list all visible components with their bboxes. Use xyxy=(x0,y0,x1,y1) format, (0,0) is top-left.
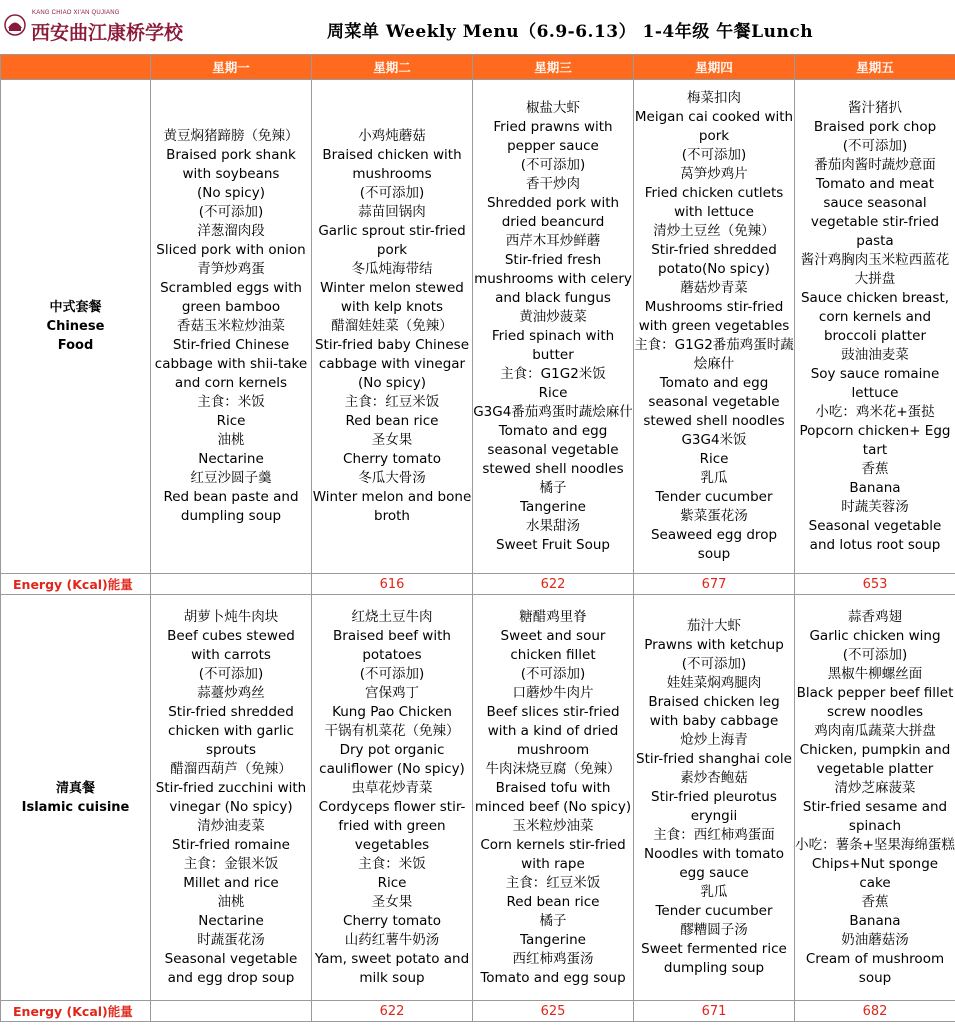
menu-item: (不可添加) xyxy=(681,147,747,163)
menu-item: 干锅有机菜花（免辣） xyxy=(324,722,460,739)
menu-item: Tomato and egg seasonal vegetable stewed shell noodles xyxy=(482,422,624,477)
menu-item: Black pepper beef fillet screw noodles xyxy=(796,684,954,720)
menu-item: 口蘑炒牛肉片 xyxy=(512,684,594,701)
menu-item: 虫草花炒青菜 xyxy=(351,779,433,796)
menu-item: Stir-fried romaine xyxy=(172,836,290,853)
energy-value: 671 xyxy=(634,1001,795,1022)
menu-item: Red bean paste and dumpling soup xyxy=(163,489,299,524)
day-header: 星期五 xyxy=(795,55,955,80)
menu-item: Seaweed egg drop soup xyxy=(650,527,778,562)
menu-item: Tender cucumber xyxy=(655,903,773,919)
menu-item: 玉米粒炒油菜 xyxy=(512,817,594,834)
menu-item: Yam, sweet potato and milk soup xyxy=(314,950,470,986)
menu-item: 红烧土豆牛肉 xyxy=(351,608,433,625)
menu-item: Dry pot organic cauliflower (No spicy) xyxy=(319,741,465,777)
menu-item: Tomato and meat sauce seasonal vegetable stir-fried pasta xyxy=(810,175,940,249)
chinese-menu-row xyxy=(1,80,955,574)
menu-item: 蘑菇炒青菜 xyxy=(680,280,748,296)
menu-item: Garlic chicken wing xyxy=(809,627,941,644)
menu-item: Chicken, pumpkin and vegetable platter xyxy=(799,741,951,777)
menu-item: 椒盐大虾 xyxy=(526,99,580,116)
menu-item: Popcorn chicken+ Egg tart xyxy=(799,422,951,458)
menu-item: Fried chicken cutlets with lettuce xyxy=(644,185,784,220)
menu-item: Tomato and egg soup xyxy=(480,969,626,986)
menu-item: Braised chicken leg with baby cabbage xyxy=(648,694,780,729)
menu-item: Stir-fried Chinese cabbage with shii-take and corn kernels xyxy=(154,337,308,391)
menu-item: Stir-fried shredded chicken with garlic sprouts xyxy=(168,703,294,758)
menu-item: 小吃：薯条+坚果海绵蛋糕 xyxy=(795,836,955,853)
menu-item: 小鸡炖蘑菇 xyxy=(358,128,426,144)
menu-item: 豉油油麦菜 xyxy=(841,346,909,363)
menu-item: 主食：G1G2米饭 xyxy=(500,365,606,382)
menu-item: 茄汁大虾 xyxy=(687,618,741,634)
menu-item: 油桃 xyxy=(217,432,245,448)
menu-item: Braised tofu with minced beef (No spicy) xyxy=(474,779,632,815)
menu-item: Seasonal vegetable and lotus root soup xyxy=(808,517,942,553)
menu-item: 红豆沙圆子羹 xyxy=(190,470,272,486)
menu-item: 主食：红豆米饭 xyxy=(505,874,601,891)
menu-item: 香菇玉米粒炒油菜 xyxy=(177,318,285,334)
menu-item: Tangerine xyxy=(520,931,586,948)
menu-item: 青笋炒鸡蛋 xyxy=(197,261,265,277)
menu-item: 蒜苗回锅肉 xyxy=(358,204,426,220)
menu-cell xyxy=(312,595,473,1001)
menu-item: 乳瓜 xyxy=(700,470,728,486)
menu-item: Seasonal vegetable and egg drop soup xyxy=(164,950,298,986)
menu-item: Sweet Fruit Soup xyxy=(496,536,610,553)
menu-item: Stir-fried sesame and spinach xyxy=(802,798,948,834)
menu-item: Red bean rice xyxy=(506,893,600,910)
energy-value: 682 xyxy=(795,1001,955,1022)
menu-item: 水果甜汤 xyxy=(526,517,580,534)
menu-item: Corn kernels stir-fried with rape xyxy=(480,836,626,872)
menu-item: 清炒油麦菜 xyxy=(197,817,265,834)
menu-item: Beef slices stir-fried with a kind of dried mushroom xyxy=(486,703,620,758)
menu-item: Stir-fried baby Chinese cabbage with vinegar xyxy=(314,337,470,372)
menu-item: Rice xyxy=(699,451,729,467)
menu-item: Sweet and sour chicken fillet xyxy=(500,627,606,663)
day-header: 星期一 xyxy=(151,55,312,80)
menu-item: (不可添加) xyxy=(842,646,908,663)
menu-item: (No spicy) xyxy=(358,375,426,391)
menu-item: Cherry tomato xyxy=(343,912,441,929)
menu-item: Sauce chicken breast, corn kernels and broccoli platter xyxy=(800,289,950,344)
menu-item: 香干炒肉 xyxy=(526,175,580,192)
menu-item: 黑椒牛柳螺丝面 xyxy=(827,665,923,682)
energy-value: 616 xyxy=(312,574,473,595)
energy-value: 677 xyxy=(634,574,795,595)
menu-item: 梅菜扣肉 xyxy=(687,90,741,106)
menu-cell xyxy=(634,80,795,574)
menu-item: 橘子 xyxy=(539,479,567,496)
menu-item: 香蕉 xyxy=(861,893,889,910)
menu-item: Cream of mushroom soup xyxy=(805,950,945,986)
menu-item: Beef cubes stewed with carrots xyxy=(167,627,295,663)
menu-item: Prawns with ketchup xyxy=(644,637,784,653)
menu-item: (不可添加) xyxy=(520,156,586,173)
menu-item: 主食：西红柿鸡蛋面 xyxy=(653,827,775,843)
day-header-row xyxy=(1,55,955,80)
menu-item: Nectarine xyxy=(198,912,264,929)
menu-item: Banana xyxy=(849,912,901,929)
menu-item: (不可添加) xyxy=(359,665,425,682)
menu-item: 冬瓜炖海带结 xyxy=(351,261,433,277)
menu-item: 糖醋鸡里脊 xyxy=(519,608,587,625)
energy-value: 622 xyxy=(312,1001,473,1022)
menu-cell xyxy=(151,595,312,1001)
islamic-menu-row xyxy=(1,595,955,1001)
menu-item: Sweet fermented rice dumpling soup xyxy=(641,941,787,976)
menu-item: Rice xyxy=(216,413,246,429)
menu-cell xyxy=(795,80,955,574)
menu-item: Stir-fried shanghai cole xyxy=(636,751,792,767)
menu-item: Braised chicken with mushrooms xyxy=(322,147,462,182)
menu-item: Rice xyxy=(538,384,568,401)
school-name-cn: 西安曲江康桥学校 xyxy=(31,22,184,44)
menu-item: 圣女果 xyxy=(371,893,413,910)
menu-item: Tangerine xyxy=(520,498,586,515)
menu-item: 黄豆焖猪蹄膀（免辣） xyxy=(163,128,299,144)
menu-item: 山药红薯牛奶汤 xyxy=(344,931,440,948)
menu-item: 主食：米饭 xyxy=(358,855,426,872)
menu-item: 圣女果 xyxy=(371,432,413,448)
menu-cell xyxy=(795,595,955,1001)
menu-table xyxy=(0,54,955,1022)
menu-item: Red bean rice xyxy=(345,413,439,429)
menu-item: Cordyceps flower stir-fried with green vegetables xyxy=(318,798,466,853)
menu-item: Braised beef with potatoes xyxy=(333,627,451,663)
energy-value: 625 xyxy=(473,1001,634,1022)
menu-item: 橘子 xyxy=(539,912,567,929)
menu-cell xyxy=(473,80,634,574)
menu-item: 莴笋炒鸡片 xyxy=(680,166,748,182)
menu-item: Winter melon and bone broth xyxy=(312,489,472,524)
menu-item: 主食：米饭 xyxy=(197,394,265,410)
menu-item: 时蔬芙蓉汤 xyxy=(841,498,909,515)
energy-label: Energy (Kcal)能量 xyxy=(1,1001,151,1022)
menu-item: 蒜薹炒鸡丝 xyxy=(197,684,265,701)
day-header: 星期二 xyxy=(312,55,473,80)
corner-cell xyxy=(1,55,151,80)
menu-item: 炝炒上海青 xyxy=(680,732,748,748)
energy-value xyxy=(151,574,312,595)
menu-item: (不可添加) xyxy=(520,665,586,682)
menu-item: 素炒杏鲍菇 xyxy=(680,770,748,786)
menu-item: (No spicy) xyxy=(197,185,265,201)
menu-item: (不可添加) xyxy=(842,137,908,154)
menu-item: 娃娃菜焖鸡腿肉 xyxy=(666,675,762,691)
menu-item: Millet and rice xyxy=(183,874,279,891)
islamic-cuisine-label: 清真餐 Islamic cuisine xyxy=(1,595,151,1001)
day-header: 星期三 xyxy=(473,55,634,80)
menu-item: Garlic sprout stir-fried pork xyxy=(318,223,466,258)
menu-item: Noodles with tomato egg sauce xyxy=(643,846,785,881)
islamic-energy-row xyxy=(1,1001,955,1022)
menu-item: 胡萝卜炖牛肉块 xyxy=(183,608,279,625)
menu-cell xyxy=(151,80,312,574)
menu-cell xyxy=(473,595,634,1001)
menu-item: 小吃：鸡米花+蛋挞 xyxy=(815,403,935,420)
menu-item: 宫保鸡丁 xyxy=(365,684,419,701)
menu-item: Meigan cai cooked with pork xyxy=(634,109,794,144)
menu-item: Chips+Nut sponge cake xyxy=(811,855,939,891)
menu-item: Nectarine xyxy=(198,451,264,467)
menu-item: 醋溜西葫芦（免辣） xyxy=(170,760,292,777)
menu-item: (不可添加) xyxy=(359,185,425,201)
menu-item: 主食：G1G2番茄鸡蛋时蔬烩麻什 xyxy=(634,337,794,372)
chinese-food-label: 中式套餐 Chinese Food xyxy=(1,80,151,574)
menu-item: Scrambled eggs with green bamboo xyxy=(160,280,302,315)
menu-item: 酱汁猪扒 xyxy=(848,99,902,116)
menu-item: 冬瓜大骨汤 xyxy=(358,470,426,486)
menu-cell xyxy=(634,595,795,1001)
menu-item: 紫菜蛋花汤 xyxy=(680,508,748,524)
menu-item: Braised pork shank with soybeans xyxy=(166,147,296,182)
menu-item: Shredded pork with dried beancurd xyxy=(486,194,620,230)
menu-item: Tender cucumber xyxy=(655,489,773,505)
menu-item: G3G4米饭 xyxy=(681,432,747,448)
menu-item: 清炒芝麻菠菜 xyxy=(834,779,916,796)
menu-item: Winter melon stewed with kelp knots xyxy=(320,280,464,315)
menu-item: (不可添加) xyxy=(198,204,264,220)
day-header: 星期四 xyxy=(634,55,795,80)
school-name-en: KANG CHIAO XI'AN QUJIANG xyxy=(32,10,120,16)
energy-value: 653 xyxy=(795,574,955,595)
menu-item: 醋溜娃娃菜（免辣） xyxy=(331,318,453,334)
school-emblem-icon xyxy=(4,14,26,36)
menu-item: Cherry tomato xyxy=(343,451,441,467)
menu-item: Fried spinach with butter xyxy=(491,327,615,363)
menu-item: Stir-fried zucchini with vinegar (No spicy) xyxy=(155,779,307,815)
menu-item: 鸡肉南瓜蔬菜大拼盘 xyxy=(814,722,936,739)
menu-cell xyxy=(312,80,473,574)
menu-item: (不可添加) xyxy=(198,665,264,682)
menu-item: Sliced pork with onion xyxy=(156,242,306,258)
menu-item: 西芹木耳炒鲜蘑 xyxy=(505,232,601,249)
menu-item: Banana xyxy=(849,479,901,496)
menu-item: 牛肉沫烧豆腐（免辣） xyxy=(485,760,621,777)
menu-item: Tomato and egg seasonal vegetable stewed shell noodles xyxy=(643,375,785,429)
energy-value: 622 xyxy=(473,574,634,595)
chinese-energy-row xyxy=(1,574,955,595)
menu-item: 洋葱溜肉段 xyxy=(197,223,265,239)
menu-item: Stir-fried shredded potato(No spicy) xyxy=(651,242,777,277)
header xyxy=(0,0,955,55)
menu-item: 时蔬蛋花汤 xyxy=(197,931,265,948)
menu-item: 酱汁鸡胸肉玉米粒西蓝花大拼盘 xyxy=(800,251,950,287)
menu-item: Rice xyxy=(377,874,407,891)
menu-item: 主食：红豆米饭 xyxy=(344,394,440,410)
menu-item: 清炒土豆丝（免辣） xyxy=(653,223,775,239)
menu-item: 香蕉 xyxy=(861,460,889,477)
page-title: 周菜单 Weekly Menu（6.9-6.13） 1-4年级 午餐Lunch xyxy=(326,22,814,42)
menu-item: 黄油炒菠菜 xyxy=(519,308,587,325)
energy-value xyxy=(151,1001,312,1022)
menu-item: 奶油蘑菇汤 xyxy=(841,931,909,948)
menu-item: 番茄肉酱时蔬炒意面 xyxy=(814,156,936,173)
menu-item: 油桃 xyxy=(217,893,245,910)
menu-item: Soy sauce romaine lettuce xyxy=(810,365,940,401)
menu-item: G3G4番茄鸡蛋时蔬烩麻什 xyxy=(473,403,633,420)
menu-item: (不可添加) xyxy=(681,656,747,672)
energy-label: Energy (Kcal)能量 xyxy=(1,574,151,595)
menu-item: Stir-fried fresh mushrooms with celery and black fungus xyxy=(474,251,632,306)
menu-item: 醪糟圆子汤 xyxy=(680,922,748,938)
menu-item: Fried prawns with pepper sauce xyxy=(493,118,613,154)
menu-item: 蒜香鸡翅 xyxy=(848,608,902,625)
school-logo xyxy=(4,10,194,44)
menu-item: Braised pork chop xyxy=(813,118,937,135)
menu-item: 乳瓜 xyxy=(700,884,728,900)
menu-item: Kung Pao Chicken xyxy=(332,703,452,720)
menu-item: Stir-fried pleurotus eryngii xyxy=(651,789,777,824)
menu-item: Mushrooms stir-fried with green vegetables xyxy=(638,299,790,334)
menu-item: 主食：金银米饭 xyxy=(183,855,279,872)
menu-item: 西红柿鸡蛋汤 xyxy=(512,950,594,967)
